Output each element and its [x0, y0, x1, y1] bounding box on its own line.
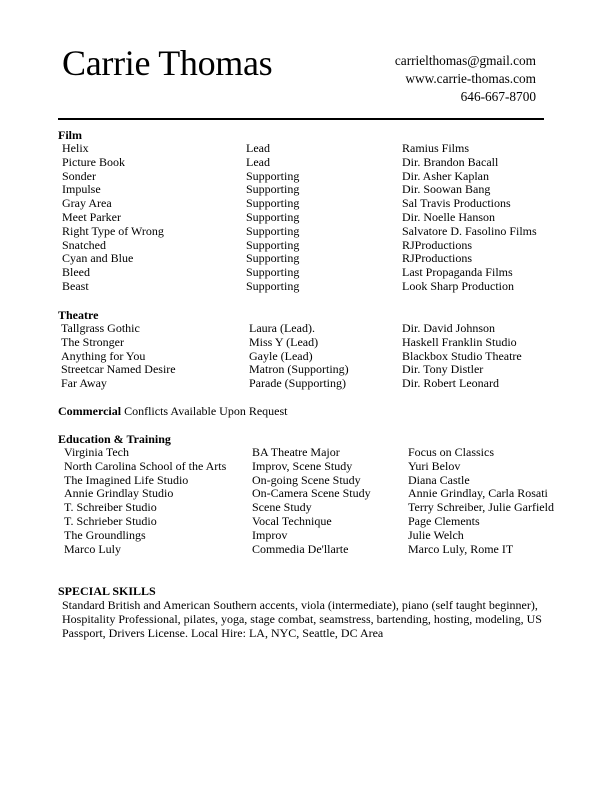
film-cell-title: Gray Area [62, 196, 112, 211]
education-row [0, 446, 612, 460]
theatre-cell-company: Dir. David Johnson [402, 321, 495, 335]
education-cell-company: Julie Welch [408, 527, 464, 542]
theatre-cell-title: The Stronger [61, 334, 124, 349]
film-cell-company: Dir. Noelle Hanson [402, 209, 495, 224]
film-cell-role: Supporting [246, 237, 300, 252]
email: carrielthomas@gmail.com [394, 53, 536, 68]
film-cell-company: Dir. Soowan Bang [402, 182, 491, 197]
film-credits [0, 142, 612, 294]
film-cell-role: Supporting [246, 278, 300, 293]
film-row [0, 142, 612, 156]
phone: 646-667-8700 [460, 89, 536, 104]
film-cell-company: Dir. Brandon Bacall [402, 154, 499, 169]
film-cell-title: Sonder [62, 168, 96, 183]
film-cell-role: Supporting [246, 209, 300, 224]
film-cell-company: Sal Travis Productions [402, 196, 511, 211]
website: www.carrie-thomas.com [405, 71, 536, 86]
education-cell-title: Virginia Tech [64, 445, 129, 459]
film-row [0, 156, 612, 170]
skills-section-title: SPECIAL SKILLS [58, 584, 156, 598]
theatre-cell-role: Gayle (Lead) [249, 348, 313, 363]
theatre-cell-role: Laura (Lead). [249, 321, 315, 335]
film-row [0, 197, 612, 211]
theatre-cell-company: Haskell Franklin Studio [402, 334, 517, 349]
education-cell-role: Scene Study [252, 500, 312, 515]
theatre-row [0, 350, 612, 364]
film-row [0, 225, 612, 239]
education-row [0, 529, 612, 543]
resume-name: Carrie Thomas [62, 43, 273, 83]
film-cell-role: Supporting [246, 196, 300, 211]
film-section-title: Film [58, 128, 82, 142]
education-row [0, 543, 612, 557]
film-row [0, 183, 612, 197]
film-cell-role: Supporting [246, 223, 300, 238]
theatre-cell-company: Dir. Tony Distler [402, 362, 484, 377]
education-cell-role: On-going Scene Study [252, 472, 361, 487]
theatre-row [0, 377, 612, 391]
education-credits [0, 446, 612, 556]
commercial-text: Conflicts Available Upon Request [124, 404, 288, 418]
education-row [0, 474, 612, 488]
theatre-cell-company: Dir. Robert Leonard [402, 376, 499, 391]
film-cell-title: Cyan and Blue [62, 251, 134, 266]
film-cell-title: Beast [62, 278, 89, 293]
skills-text: Standard British and American Southern accents, viola (intermediate), piano (self taught beginner), Hospitality Professional, pilates, yoga, stage combat, seamstress, bartending, hosting, modeling, US Passport, Drivers License. Local Hire: LA, NYC, Seattle, DC Area [62, 598, 542, 640]
header-divider [58, 118, 544, 120]
film-cell-role: Lead [246, 154, 270, 169]
film-row [0, 239, 612, 253]
film-cell-title: Impulse [62, 182, 101, 197]
theatre-row [0, 336, 612, 350]
education-cell-company: Focus on Classics [408, 445, 495, 459]
film-cell-company: RJProductions [402, 251, 473, 266]
theatre-cell-role: Parade (Supporting) [249, 376, 346, 391]
film-cell-title: Right Type of Wrong [62, 223, 164, 238]
education-cell-company: Marco Luly, Rome IT [408, 541, 514, 556]
film-cell-title: Snatched [62, 237, 106, 252]
theatre-row [0, 322, 612, 336]
education-cell-title: The Groundlings [64, 527, 146, 542]
film-cell-title: Bleed [62, 265, 90, 280]
film-cell-company: RJProductions [402, 237, 473, 252]
film-row [0, 252, 612, 266]
film-cell-role: Supporting [246, 251, 300, 266]
film-cell-company: Ramius Films [402, 141, 470, 155]
theatre-cell-role: Matron (Supporting) [249, 362, 349, 377]
theatre-row [0, 363, 612, 377]
education-cell-company: Terry Schreiber, Julie Garfield [408, 500, 554, 515]
film-cell-title: Helix [62, 141, 89, 155]
education-cell-role: BA Theatre Major [252, 445, 340, 459]
education-cell-role: Improv, Scene Study [252, 458, 353, 473]
education-cell-title: T. Schreiber Studio [64, 500, 157, 515]
education-row [0, 487, 612, 501]
theatre-credits [0, 322, 612, 391]
education-row [0, 460, 612, 474]
education-cell-company: Annie Grindlay, Carla Rosati [408, 486, 548, 501]
education-cell-title: Annie Grindlay Studio [64, 486, 174, 501]
theatre-cell-title: Streetcar Named Desire [61, 362, 176, 377]
education-row [0, 515, 612, 529]
education-cell-company: Diana Castle [408, 472, 470, 487]
film-row [0, 266, 612, 280]
education-section-title: Education & Training [58, 432, 171, 446]
education-cell-role: On-Camera Scene Study [252, 486, 371, 501]
education-cell-company: Page Clements [408, 513, 480, 528]
education-cell-title: North Carolina School of the Arts [64, 458, 227, 473]
film-cell-company: Last Propaganda Films [402, 265, 513, 280]
commercial-label: Commercial [58, 404, 122, 418]
contact-block [395, 52, 536, 106]
film-cell-role: Supporting [246, 182, 300, 197]
theatre-cell-title: Anything for You [61, 348, 146, 363]
film-cell-role: Supporting [246, 265, 300, 280]
film-cell-company: Salvatore D. Fasolino Films [402, 223, 537, 238]
education-cell-role: Commedia De'llarte [252, 541, 349, 556]
film-row [0, 170, 612, 184]
film-row [0, 211, 612, 225]
film-cell-role: Lead [246, 141, 270, 155]
commercial-line [58, 404, 288, 418]
film-cell-company: Look Sharp Production [402, 278, 514, 293]
theatre-section-title: Theatre [58, 308, 99, 322]
theatre-cell-title: Far Away [61, 376, 107, 391]
education-cell-role: Improv [252, 527, 288, 542]
film-cell-company: Dir. Asher Kaplan [402, 168, 489, 183]
film-cell-title: Picture Book [62, 154, 125, 169]
education-cell-title: The Imagined Life Studio [64, 472, 189, 487]
education-cell-title: Marco Luly [64, 541, 121, 556]
theatre-cell-company: Blackbox Studio Theatre [402, 348, 522, 363]
theatre-cell-title: Tallgrass Gothic [61, 321, 140, 335]
film-cell-role: Supporting [246, 168, 300, 183]
film-row [0, 280, 612, 294]
film-cell-title: Meet Parker [62, 209, 121, 224]
education-cell-role: Vocal Technique [252, 513, 332, 528]
education-row [0, 501, 612, 515]
theatre-cell-role: Miss Y (Lead) [249, 334, 319, 349]
education-cell-company: Yuri Belov [408, 458, 461, 473]
education-cell-title: T. Schrieber Studio [64, 513, 157, 528]
